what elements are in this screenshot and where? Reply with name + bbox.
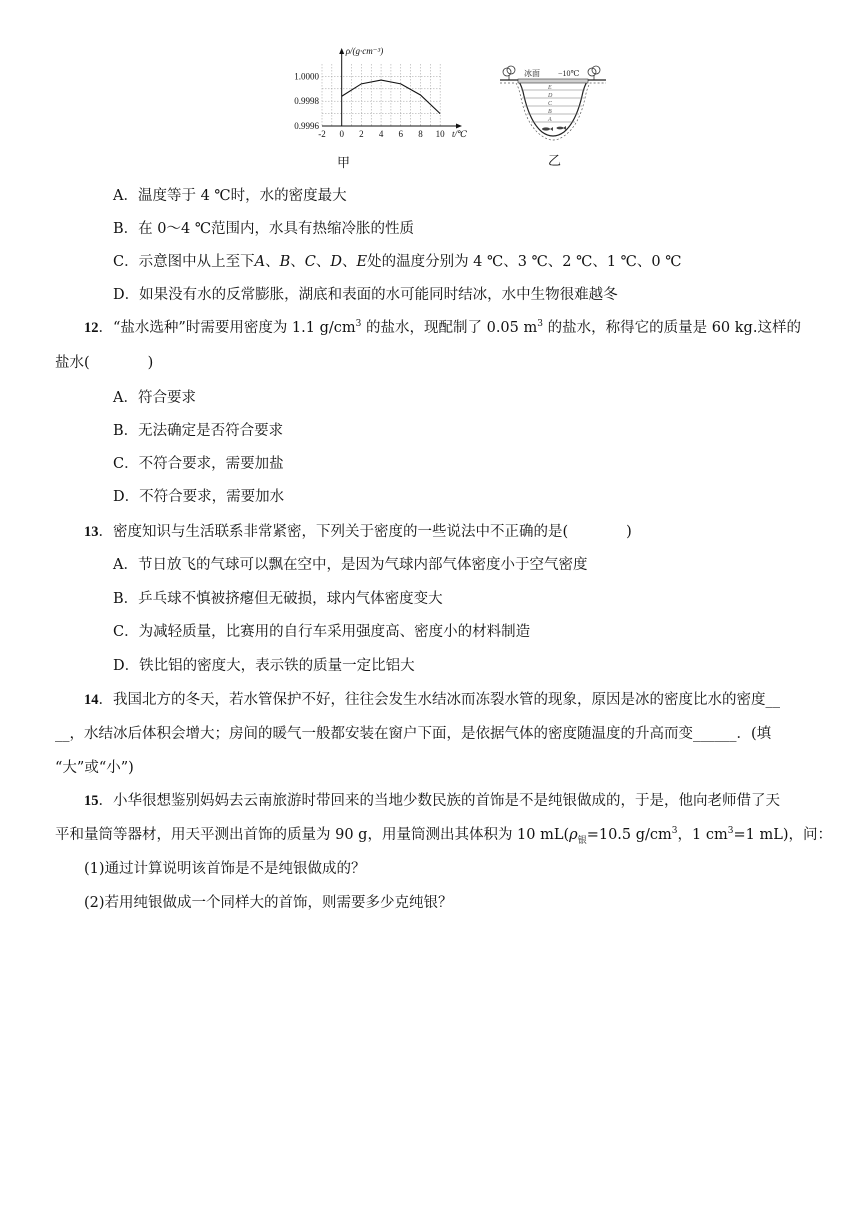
q15-stem-line2: 平和量筒等器材，用天平测出首饰的质量为 90 g，用量筒测出其体积为 10 $mL(\rho_银=10.5$ $g/cm^3$，1 $cm^3=1$ mL)，问： [55, 826, 833, 846]
figure-jia-caption: 甲 [337, 156, 351, 171]
layer-letter: E [548, 85, 552, 91]
temperature-label: −10℃ [558, 69, 580, 78]
x-tick-label: 8 [418, 129, 423, 139]
q14-stem-line2: __，水结冰后体积会增大；房间的暖气一般都安装在窗户下面，是依据气体的密度随温度的升高而变______．(填 [55, 726, 772, 742]
layer-letter: C [548, 101, 553, 107]
ice-surface-label: 冰面 [524, 69, 540, 78]
x-tick-label: -2 [318, 129, 326, 139]
tree-right-icon [588, 66, 600, 80]
x-tick-label: 4 [378, 129, 384, 139]
layer-letter: D [548, 93, 553, 99]
x-tick-label: 2 [359, 129, 364, 139]
q11-option-c: C．示意图中从上至下A、B、C、D、E处的温度分别为 4 ℃、3 ℃、2 ℃、1 ℃、0 ℃ [113, 254, 682, 270]
q12-stem-line2: 盐水( ) [55, 355, 154, 371]
x-tick-label: 0 [339, 129, 344, 139]
q11-option-b: B．在 0～4 ℃范围内，水具有热缩冷胀的性质 [113, 221, 415, 237]
y-tick-label: 0.9996 [294, 121, 319, 131]
x-tick-label: 6 [398, 129, 404, 139]
y-axis-arrow [339, 48, 344, 54]
y-tick-label: 1.0000 [294, 71, 319, 82]
x-tick-label: 10 [435, 129, 445, 139]
q12-option-c: C．不符合要求，需要加盐 [113, 456, 284, 472]
figure-jia [282, 44, 472, 174]
lake-diagram [498, 62, 608, 150]
y-tick-label: 0.9998 [294, 96, 319, 107]
tree-left-icon [503, 66, 515, 80]
figure-yi-caption: 乙 [548, 154, 562, 169]
q15-stem: 15．小华很想鉴别妈妈去云南旅游时带回来的当地少数民族的首饰是不是纯银做成的，于是，他向老师借了天 [84, 793, 780, 809]
q11-option-d: D．如果没有水的反常膨胀，湖底和表面的水可能同时结冰，水中生物很难越冬 [113, 287, 618, 303]
x-axis-arrow [456, 124, 462, 129]
figure-yi [498, 62, 608, 174]
q12-option-d: D．不符合要求，需要加水 [113, 489, 285, 505]
y-axis-label: ρ/(g·cm⁻³) [345, 46, 384, 56]
q13-option-a: A．节日放飞的气球可以飘在空中，是因为气球内部气体密度小于空气密度 [113, 557, 588, 573]
q13-stem: 13．密度知识与生活联系非常紧密，下列关于密度的一些说法中不正确的是( ) [84, 524, 632, 540]
q13-option-c: C．为减轻质量，比赛用的自行车采用强度高、密度小的材料制造 [113, 624, 531, 640]
q12-option-b: B．无法确定是否符合要求 [113, 423, 284, 439]
layer-letter: B [548, 109, 552, 115]
q14-stem: 14．我国北方的冬天，若水管保护不好，往往会发生水结冰而冻裂水管的现象，原因是冰的密度比水的密度__ [84, 692, 780, 708]
q13-option-d: D．铁比铝的密度大，表示铁的质量一定比铝大 [113, 658, 415, 674]
fish-icon [542, 126, 566, 131]
q11-option-a: A．温度等于 4 ℃时，水的密度最大 [113, 188, 347, 204]
layer-letter: A [548, 117, 552, 123]
q15-sub-question-2: (2)若用纯银做成一个同样大的首饰，则需要多少克纯银？ [84, 895, 453, 911]
q12-option-a: A．符合要求 [113, 390, 196, 406]
q14-stem-line3: “大”或“小”) [55, 760, 134, 776]
q13-option-b: B．乒乓球不慎被挤瘪但无破损，球内气体密度变大 [113, 591, 443, 607]
x-axis-label: t/℃ [452, 129, 468, 139]
q12-stem: 12．“盐水选种”时需要用密度为 1.1 $g/cm^3$ 的盐水，现配制了 0.05 $m^3$ 的盐水，称得它的质量是 60 kg.这样的 [84, 319, 801, 336]
q15-sub-question-1: (1)通过计算说明该首饰是不是纯银做成的？ [84, 861, 366, 877]
density-chart [282, 44, 472, 154]
